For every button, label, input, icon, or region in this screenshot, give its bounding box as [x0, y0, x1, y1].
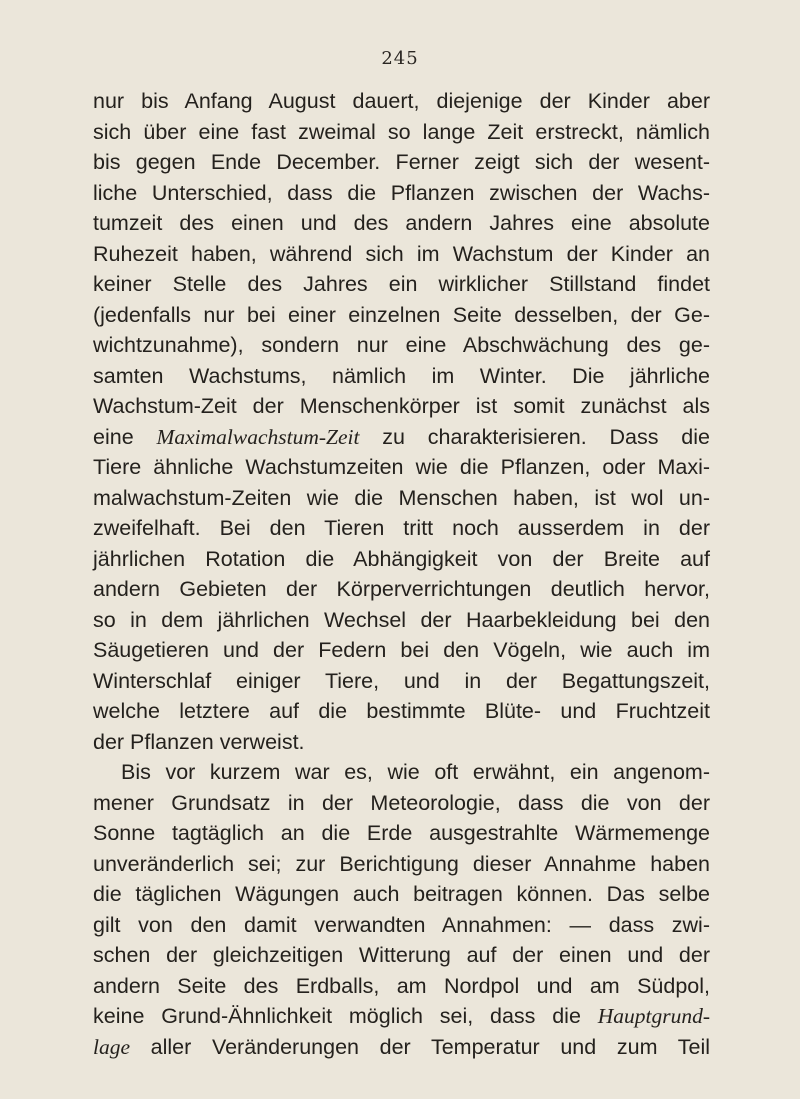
text-line: [93, 1001, 710, 1032]
text-line: liche Unterschied, dass die Pflanzen zwischen der Wachs-: [93, 180, 710, 205]
text-line: Säugetieren und der Federn bei den Vögeln, wie auch im: [93, 638, 710, 662]
text-line: [93, 422, 710, 453]
text-line: bis gegen Ende December. Ferner zeigt sich der wesent-: [93, 150, 710, 174]
text-line: [93, 1032, 710, 1063]
italic-term: Hauptgrund-: [597, 1004, 710, 1028]
text-run: eine: [93, 424, 157, 449]
text-line: die täglichen Wägungen auch beitragen können. Das selbe: [93, 882, 710, 906]
text-run: aller Veränderungen der Temperatur und zum Teil: [130, 1034, 710, 1059]
text-line: unveränderlich sei; zur Berichtigung dieser Annahme haben: [93, 851, 710, 876]
text-line: Ruhezeit haben, während sich im Wachstum der Kinder an: [93, 241, 710, 266]
text-line: tumzeit des einen und des andern Jahres eine absolute: [93, 211, 710, 235]
italic-term: lage: [93, 1034, 131, 1059]
text-line: Tiere ähnliche Wachstumzeiten wie die Pflanzen, oder Maxi-: [93, 455, 710, 479]
italic-term: Maximalwachstum-Zeit: [156, 424, 360, 449]
text-line: Sonne tagtäglich an die Erde ausgestrahlte Wärmemenge: [93, 821, 710, 845]
text-line: welche letztere auf die bestimmte Blüte- und Fruchtzeit: [93, 699, 710, 723]
text-line: sich über eine fast zweimal so lange Zeit erstreckt, nämlich: [93, 119, 710, 144]
text-line: Wachstum-Zeit der Menschenkörper ist somit zunächst als: [93, 394, 710, 418]
page-number: 245: [381, 48, 419, 69]
text-line: so in dem jährlichen Wechsel der Haarbekleidung bei den: [93, 607, 710, 632]
text-line: malwachstum-Zeiten wie die Menschen haben, ist wol un-: [93, 485, 710, 510]
text-line: der Pflanzen verweist.: [93, 729, 305, 754]
text-line: nur bis Anfang August dauert, diejenige der Kinder aber: [93, 89, 710, 113]
text-line: mener Grundsatz in der Meteorologie, dass die von der: [93, 790, 710, 815]
text-line: zweifelhaft. Bei den Tieren tritt noch ausserdem in der: [93, 516, 710, 540]
text-line: (jedenfalls nur bei einer einzelnen Seite desselben, der Ge-: [93, 302, 710, 327]
text-line: keiner Stelle des Jahres ein wirklicher Stillstand findet: [93, 272, 710, 296]
text-line: andern Seite des Erdballs, am Nordpol und am Südpol,: [93, 973, 710, 998]
body-text: [93, 86, 710, 1062]
text-line: jährlichen Rotation die Abhängigkeit von der Breite auf: [93, 546, 710, 571]
text-line: wichtzunahme), sondern nur eine Abschwächung des ge-: [93, 333, 710, 357]
text-line: gilt von den damit verwandten Annahmen: — dass zwi-: [93, 912, 710, 937]
text-line: Winterschlaf einiger Tiere, und in der Begattungszeit,: [93, 668, 710, 693]
text-line: Bis vor kurzem war es, wie oft erwähnt, ein angenom-: [121, 760, 710, 784]
text-line: samten Wachstums, nämlich im Winter. Die jährliche: [93, 363, 710, 388]
text-line: andern Gebieten der Körperverrichtungen deutlich hervor,: [93, 577, 710, 601]
text-run: keine Grund-Ähnlichkeit möglich sei, dass die: [93, 1004, 598, 1028]
text-line: schen der gleichzeitigen Witterung auf der einen und der: [93, 943, 710, 967]
text-run: zu charakterisieren. Dass die: [359, 424, 710, 449]
